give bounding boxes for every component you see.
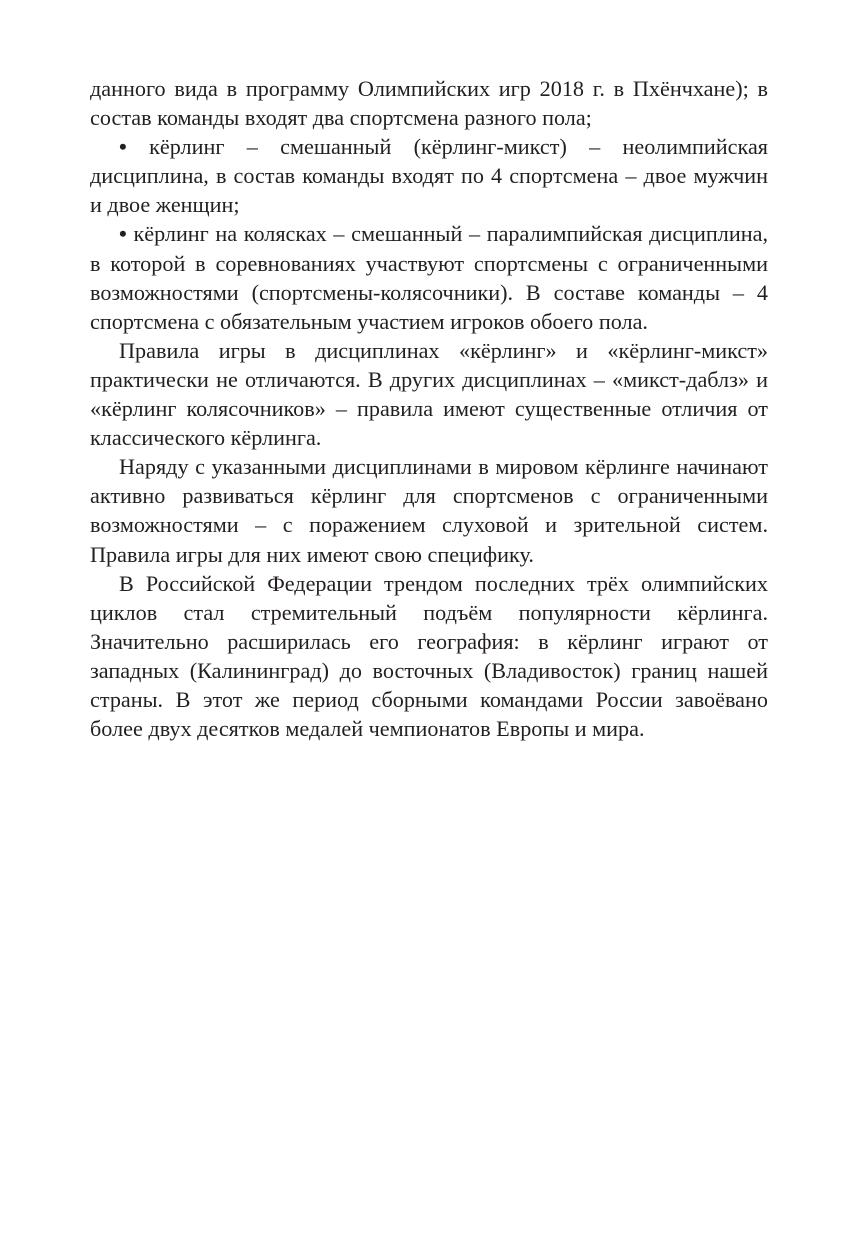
bullet-text: кёрлинг – смешанный (кёрлинг-микст) – неолимпийская дисциплина, в состав команды входят по 4 спортсмена – двое мужчин и двое женщин; [90, 134, 768, 218]
paragraph-text: данного вида в программу Олимпийских игр 2018 г. в Пхёнчхане); в состав команды входят два спортсмена разного пола; [90, 76, 768, 131]
bullet-icon: • [119, 134, 127, 160]
paragraph [90, 569, 768, 744]
bullet-item [90, 219, 768, 335]
bullet-item [90, 132, 768, 219]
bullet-text: кёрлинг на колясках – смешанный – паралимпийская дисциплина, в которой в соревнованиях участвуют спортсмены с ограниченными возможностями (спортсмены-колясочники). В составе команды – 4 спортсмена с обязательным участием игроков обоего пола. [90, 221, 769, 334]
paragraph-continuation [90, 74, 768, 132]
bullet-icon: • [119, 221, 127, 247]
paragraph [90, 452, 768, 568]
paragraph-text: Наряду с указанными дисциплинами в мировом кёрлинге начинают активно развиваться кёрлинг для спортсменов с ограниченными возможностями – с поражением слуховой и зрительной систем. Правила игры для них имеют свою специфику. [90, 454, 768, 567]
paragraph-text: Правила игры в дисциплинах «кёрлинг» и «кёрлинг-микст» практически не отличаются. В других дисциплинах – «микст-даблз» и «кёрлинг колясочников» – правила имеют существенные отличия от классического кёрлинга. [90, 337, 768, 451]
paragraph [90, 336, 768, 452]
paragraph-text: В Российской Федерации трендом последних трёх олимпийских циклов стал стремительный подъём популярности кёрлинга. Значительно расширилась его география: в кёрлинг играют от западных (Калининград) до восточных (Владивосток) границ нашей страны. В этот же период сборными командами России завоёвано более двух десятков медалей чемпионатов Европы и мира. [90, 570, 768, 742]
document-page [90, 74, 768, 743]
